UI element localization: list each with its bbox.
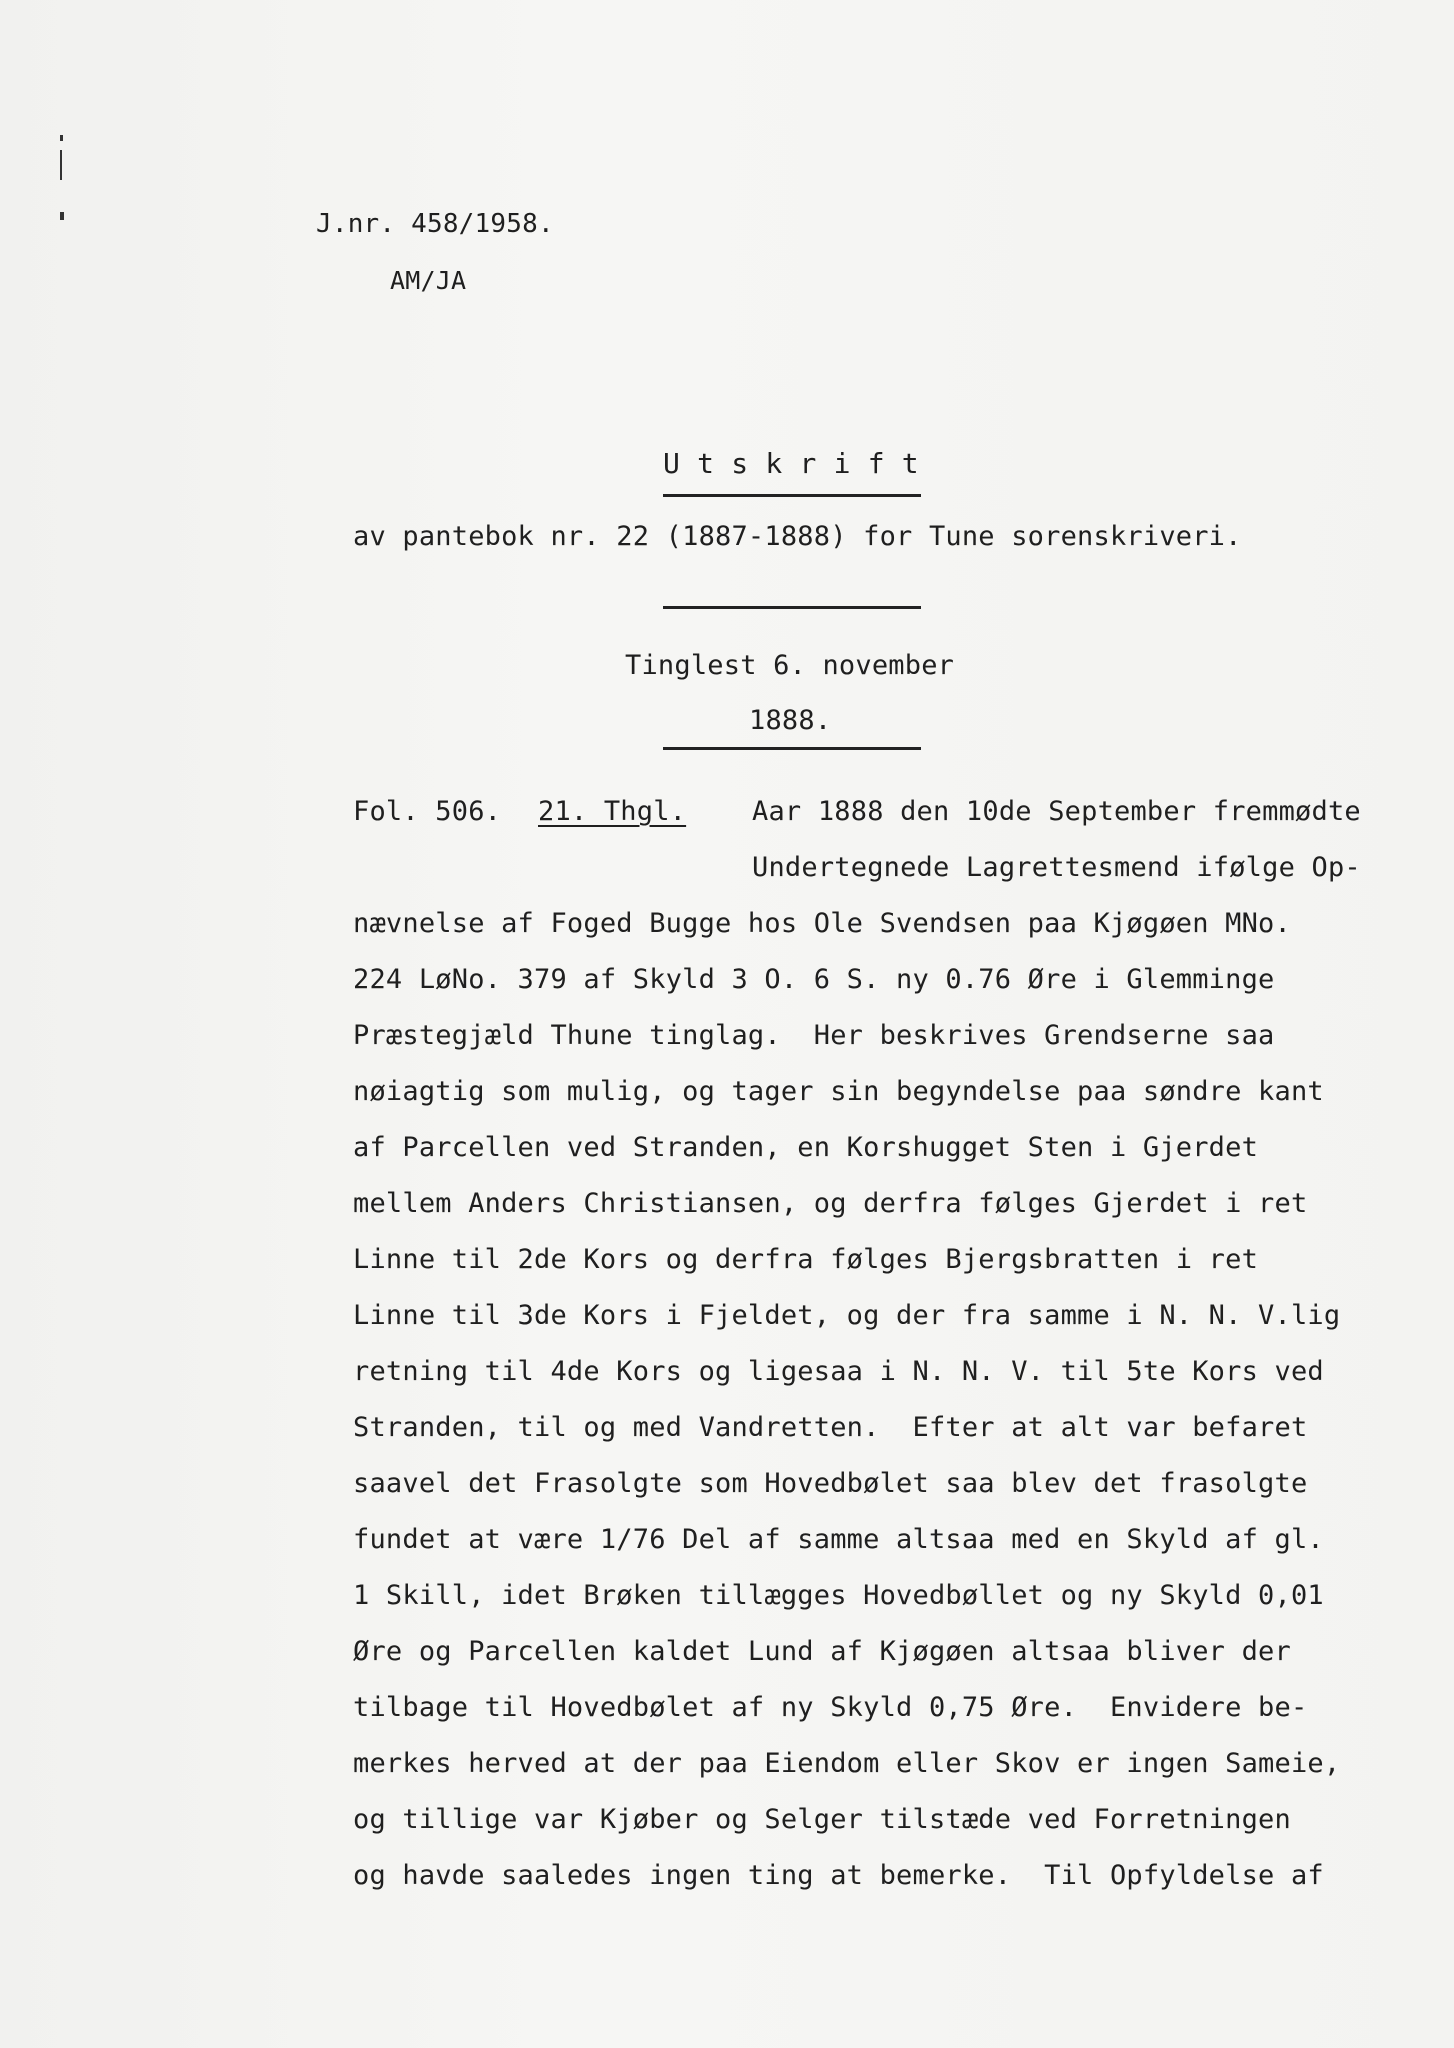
document-title: U t s k r i f t [663, 447, 919, 480]
title-underline [663, 494, 921, 497]
entry-line: og havde saaledes ingen ting at bemerke. Til Opfyldelse af [353, 1860, 1324, 1891]
entry-line: 1 Skill, idet Brøken tillægges Hovedbøllet og ny Skyld 0,01 [353, 1580, 1324, 1611]
entry-line: og tillige var Kjøber og Selger tilstæde ved Forretningen [353, 1804, 1291, 1835]
entry-line: nævnelse af Foged Bugge hos Ole Svendsen paa Kjøgøen MNo. [353, 908, 1291, 939]
entry-line: merkes herved at der paa Eiendom eller Skov er ingen Sameie, [353, 1748, 1341, 1779]
entry-line: Øre og Parcellen kaldet Lund af Kjøgøen altsaa bliver der [353, 1636, 1291, 1667]
journal-number: J.nr. 458/1958. [316, 209, 554, 239]
margin-mark-bottom [60, 212, 64, 220]
entry-line: fundet at være 1/76 Del af samme altsaa med en Skyld af gl. [353, 1524, 1324, 1555]
entry-line: mellem Anders Christiansen, og derfra følges Gjerdet i ret [353, 1188, 1308, 1219]
entry-line: nøiagtig som mulig, og tager sin begyndelse paa søndre kant [353, 1076, 1324, 1107]
entry-first-line: Aar 1888 den 10de September fremmødte [752, 796, 1361, 827]
margin-mark-middle [60, 150, 62, 180]
entry-line: Undertegnede Lagrettesmend ifølge Op- [752, 852, 1361, 883]
entry-line: Linne til 3de Kors i Fjeldet, og der fra samme i N. N. V.lig [353, 1300, 1341, 1331]
entry-number: 21. Thgl. [538, 796, 687, 827]
entry-line: Stranden, til og med Vandretten. Efter at alt var befaret [353, 1412, 1308, 1443]
margin-mark-top [60, 135, 63, 141]
folio-reference: Fol. 506. [353, 796, 502, 827]
entry-line: Linne til 2de Kors og derfra følges Bjergsbratten i ret [353, 1244, 1259, 1275]
entry-line: retning til 4de Kors og ligesaa i N. N. V. til 5te Kors ved [353, 1356, 1324, 1387]
initials: AM/JA [390, 266, 467, 295]
registration-year: 1888. [749, 705, 832, 736]
section-divider [663, 606, 921, 609]
entry-line: af Parcellen ved Stranden, en Korshugget Sten i Gjerdet [353, 1132, 1259, 1163]
entry-line: saavel det Frasolgte som Hovedbølet saa blev det frasolgte [353, 1468, 1308, 1499]
registration-date: Tinglest 6. november [625, 650, 955, 681]
entry-line: Præstegjæld Thune tinglag. Her beskrives Grendserne saa [353, 1020, 1275, 1051]
registration-underline [663, 747, 921, 750]
document-subtitle: av pantebok nr. 22 (1887-1888) for Tune sorenskriveri. [353, 521, 1242, 552]
entry-line: 224 LøNo. 379 af Skyld 3 O. 6 S. ny 0.76 Øre i Glemminge [353, 964, 1275, 995]
entry-line: tilbage til Hovedbølet af ny Skyld 0,75 Øre. Envidere be- [353, 1692, 1308, 1723]
